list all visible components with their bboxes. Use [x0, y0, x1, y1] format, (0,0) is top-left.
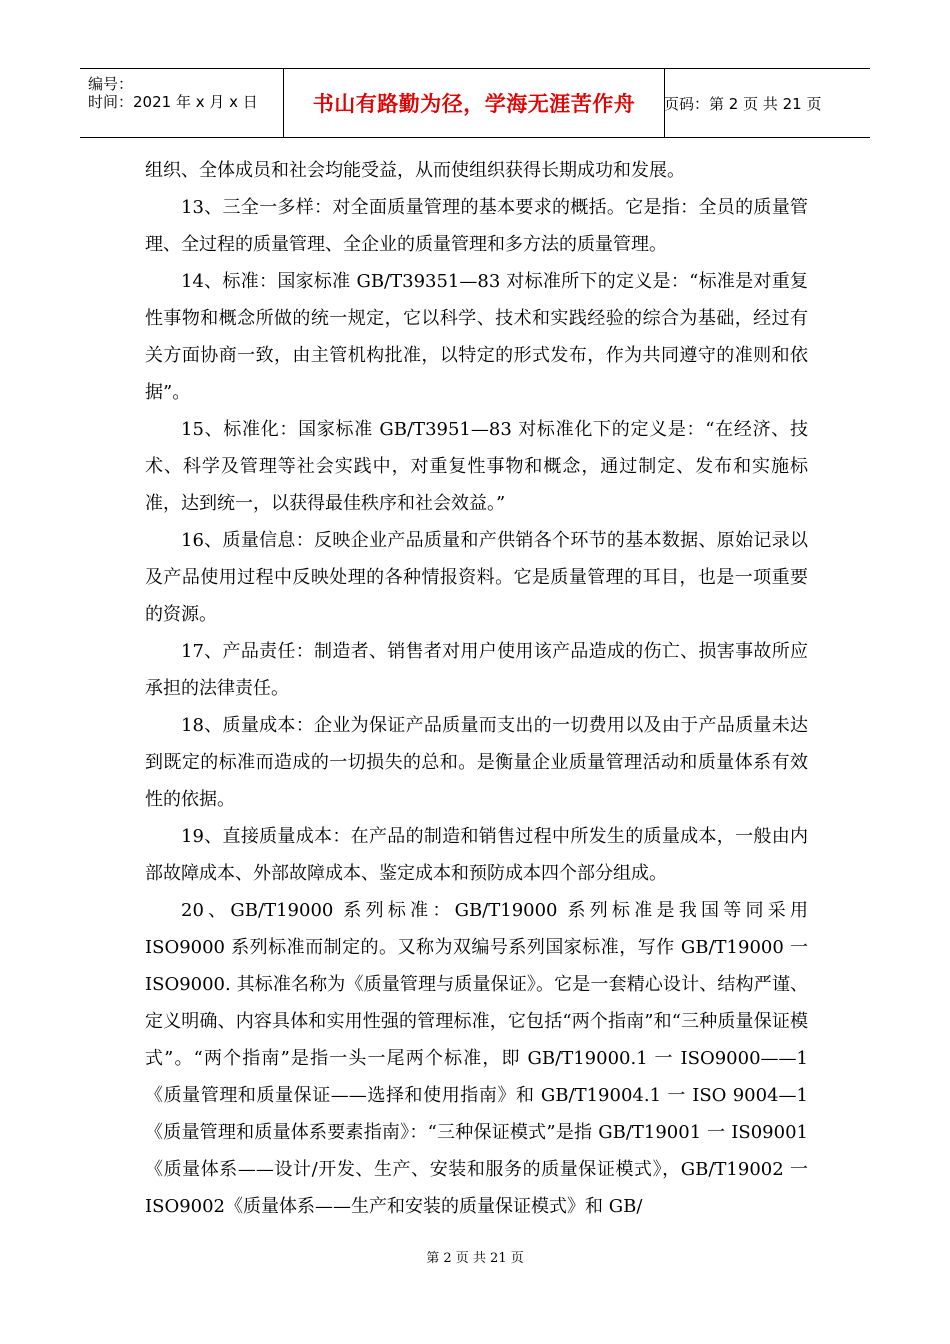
paragraph: 19、直接质量成本：在产品的制造和销售过程中所发生的质量成本，一般由内部故障成本、外部故障成本、鉴定成本和预防成本四个部分组成。 — [145, 826, 808, 884]
paragraph: 13、三全一多样：对全面质量管理的基本要求的概括。它是指：全员的质量管理、全过程的质量管理、全企业的质量管理和多方法的质量管理。 — [145, 197, 808, 255]
header-motto: 书山有路勤为径，学海无涯苦作舟 — [312, 92, 636, 116]
paragraph: 组织、全体成员和社会均能受益，从而使组织获得长期成功和发展。 — [145, 160, 685, 181]
date-label: 时间：2021 年 x 月 x 日 — [88, 93, 258, 111]
serial-number-label: 编号： — [88, 75, 134, 93]
header-meta — [80, 69, 283, 137]
page-header — [80, 68, 870, 138]
page-footer: 第 2 页 共 21 页 — [426, 1251, 524, 1266]
header-page-cell — [664, 69, 870, 137]
paragraph: 16、质量信息：反映企业产品质量和产供销各个环节的基本数据、原始记录以及产品使用过程中反映处理的各种情报资料。它是质量管理的耳目，也是一项重要的资源。 — [145, 530, 808, 625]
paragraph: 17、产品责任：制造者、销售者对用户使用该产品造成的伤亡、损害事故所应承担的法律责任。 — [145, 641, 808, 699]
paragraph: 18、质量成本：企业为保证产品质量而支出的一切费用以及由于产品质量未达到既定的标准而造成的一切损失的总和。是衡量企业质量管理活动和质量体系有效性的依据。 — [145, 715, 808, 810]
paragraph: 14、标准：国家标准 GB/T39351—83 对标准所下的定义是：“标准是对重复性事物和概念所做的统一规定，它以科学、技术和实践经验的综合为基础，经过有关方面协商一致，由主管机构批准，以特定的形式发布，作为共同遵守的准则和依据”。 — [145, 271, 808, 403]
paragraph: 20、GB/T19000 系列标准：GB/T19000 系列标准是我国等同采用 ISO9000 系列标准而制定的。又称为双编号系列国家标准，写作 GB/T19000 一 ISO9000. 其标准名称为《质量管理与质量保证》。它是一套精心设计、结构严谨、定义明确、内容具体和实用性强的管理标准，它包括“两个指南”和“三种质量保证模式”。“两个指南”是指一头一尾两个标准，即 GB/T19000.1 一 ISO9000——1《质量管理和质量保证——选择和使用指南》和 GB/T19004.1 一 ISO 9004—1《质量管理和质量体系要素指南》：“三种保证模式”是指 GB/T19001 一 IS09001《质量体系——设计/开发、生产、安装和服务的质量保证模式》，GB/T19002 一 ISO9002《质量体系——生产和安装的质量保证模式》和 GB/ — [145, 900, 808, 1217]
header-motto-cell — [283, 69, 665, 137]
document-body — [145, 152, 808, 1225]
paragraph: 15、标准化：国家标准 GB/T3951—83 对标准化下的定义是：“在经济、技术、科学及管理等社会实践中，对重复性事物和概念，通过制定、发布和实施标准，达到统一，以获得最佳秩序和社会效益。” — [145, 419, 808, 514]
header-page-number: 页码：第 2 页 共 21 页 — [664, 94, 822, 113]
